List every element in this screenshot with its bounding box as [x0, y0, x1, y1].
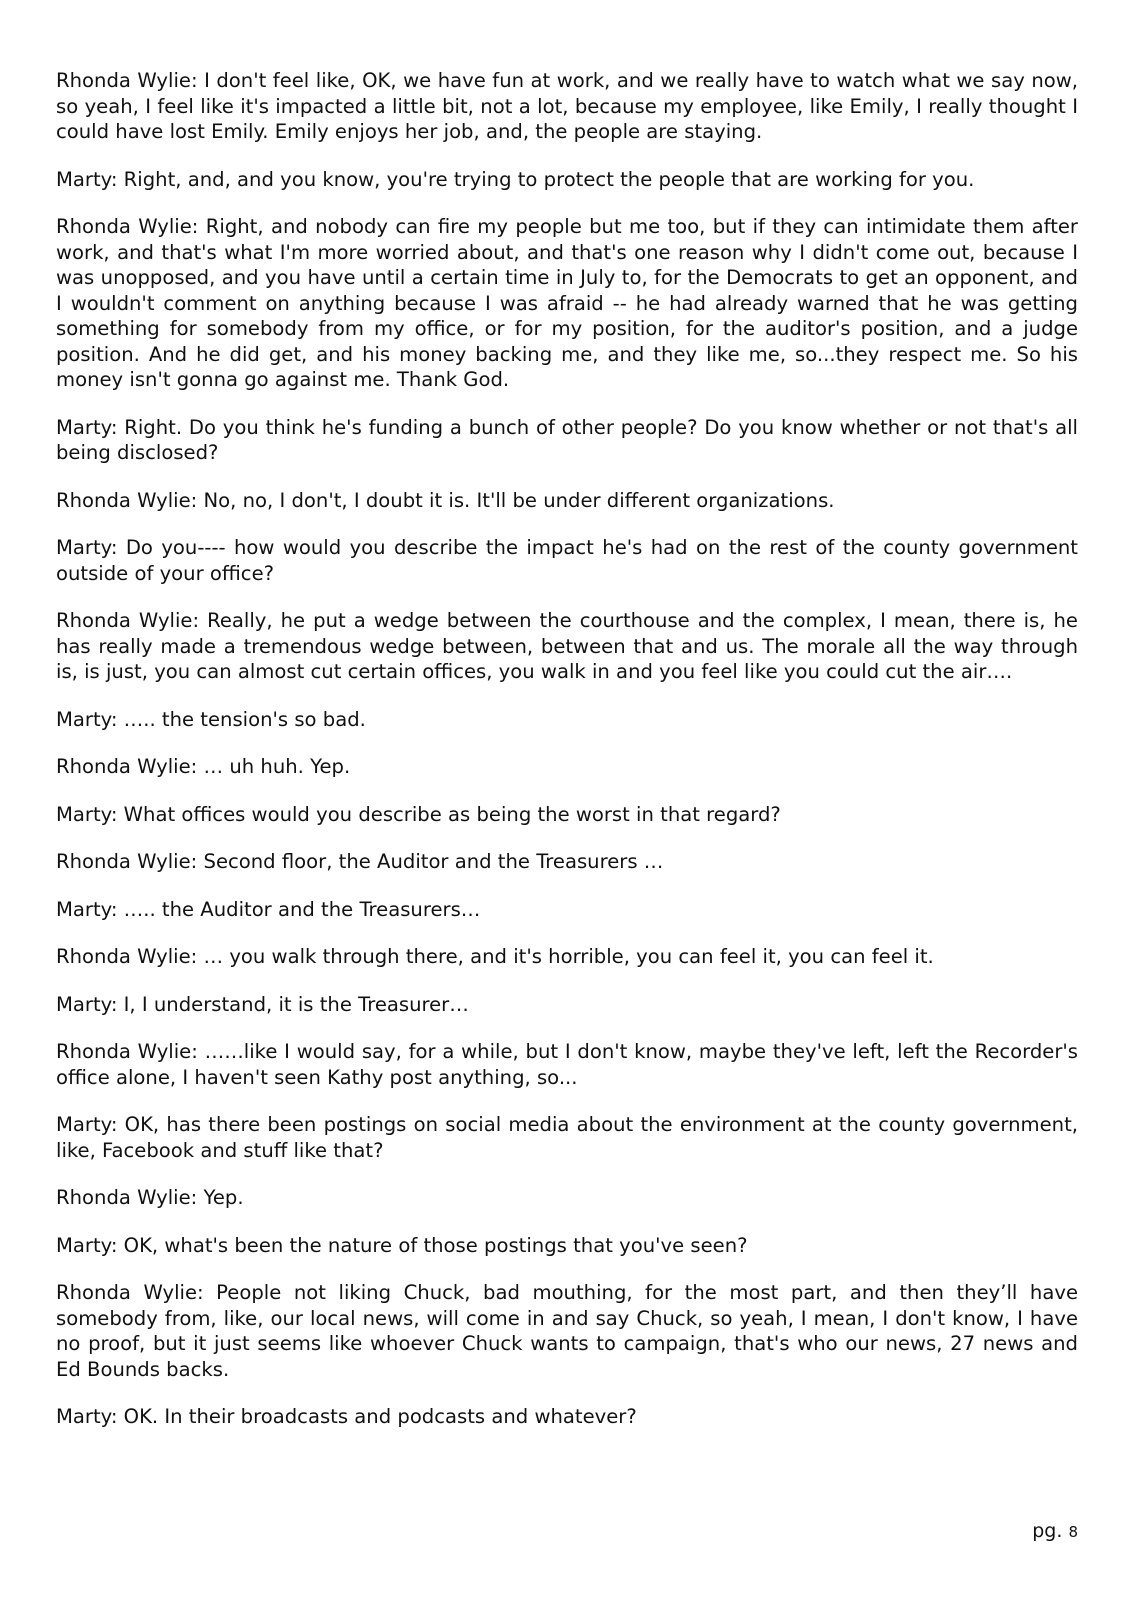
transcript-paragraph: Rhonda Wylie: No, no, I don't, I doubt it is. It'll be under different organizations.	[56, 488, 835, 512]
transcript-paragraph: Marty: OK. In their broadcasts and podcasts and whatever?	[56, 1405, 637, 1428]
transcript-paragraph: Rhonda Wylie: … you walk through there, and it's horrible, you can feel it, you can feel it.	[56, 945, 934, 968]
transcript-paragraph: Rhonda Wylie: Second floor, the Auditor and the Treasurers …	[56, 850, 664, 873]
transcript-paragraph: Marty: Right, and, and you know, you're trying to protect the people that are working for you.	[56, 167, 975, 191]
page-number: 8	[1068, 1523, 1078, 1541]
transcript-paragraph: Marty: OK, has there been postings on social media about the environment at the county government, like, Facebook and stuff like that?	[56, 1113, 1078, 1162]
transcript-paragraph: Rhonda Wylie: People not liking Chuck, bad mouthing, for the most part, and then they’ll have somebody from, like, our local news, will come in and say Chuck, so yeah, I mean, I don't know, I have no proof, but it just seems like whoever Chuck wants to campaign, that's who our news, 27 news and Ed Bounds backs.	[56, 1281, 1078, 1381]
transcript-paragraph: Marty: What offices would you describe as being the worst in that regard?	[56, 802, 781, 826]
transcript-paragraph: Marty: I, I understand, it is the Treasurer…	[56, 992, 469, 1016]
page-footer	[1032, 1520, 1078, 1542]
transcript-paragraph: Marty: ….. the tension's so bad.	[56, 707, 366, 731]
transcript-paragraph: Marty: Do you---- how would you describe the impact he's had on the rest of the county government outside of your office?	[56, 536, 1078, 585]
transcript-paragraph: Marty: ….. the Auditor and the Treasurers…	[56, 897, 481, 921]
transcript-paragraph: Rhonda Wylie: Right, and nobody can fire my people but me too, but if they can intimidate them after work, and that's what I'm more worried about, and that's one reason why I didn't come out, because I was unopposed, and you have until a certain time in July to, for the Democrats to get an opponent, and I wouldn't comment on anything because I was afraid -- he had already warned that he was getting something for somebody from my office, or for my position, for the auditor's position, and a judge position. And he did get, and his money backing me, and they like me, so...they respect me. So his money isn't gonna go against me. Thank God.	[56, 215, 1078, 391]
transcript-paragraph: Rhonda Wylie: ……like I would say, for a while, but I don't know, maybe they've left, left the Recorder's office alone, I haven't seen Kathy post anything, so...	[56, 1040, 1078, 1089]
transcript-paragraph: Rhonda Wylie: … uh huh. Yep.	[56, 755, 351, 778]
transcript-paragraph: Marty: OK, what's been the nature of those postings that you've seen?	[56, 1233, 748, 1257]
transcript-paragraph: Rhonda Wylie: I don't feel like, OK, we have fun at work, and we really have to watch what we say now, so yeah, I feel like it's impacted a little bit, not a lot, because my employee, like Emily, I really thought I could have lost Emily. Emily enjoys her job, and, the people are staying.	[56, 69, 1078, 143]
transcript-paragraph: Marty: Right. Do you think he's funding a bunch of other people? Do you know whether or not that's all being disclosed?	[56, 415, 1078, 464]
transcript-paragraph: Rhonda Wylie: Really, he put a wedge between the courthouse and the complex, I mean, there is, he has really made a tremendous wedge between, between that and us. The morale all the way through is, is just, you can almost cut certain offices, you walk in and you feel like you could cut the air….	[56, 609, 1078, 683]
transcript-paragraph: Rhonda Wylie: Yep.	[56, 1186, 244, 1209]
page-label: pg.	[1032, 1520, 1063, 1542]
transcript-page	[56, 68, 1078, 1452]
